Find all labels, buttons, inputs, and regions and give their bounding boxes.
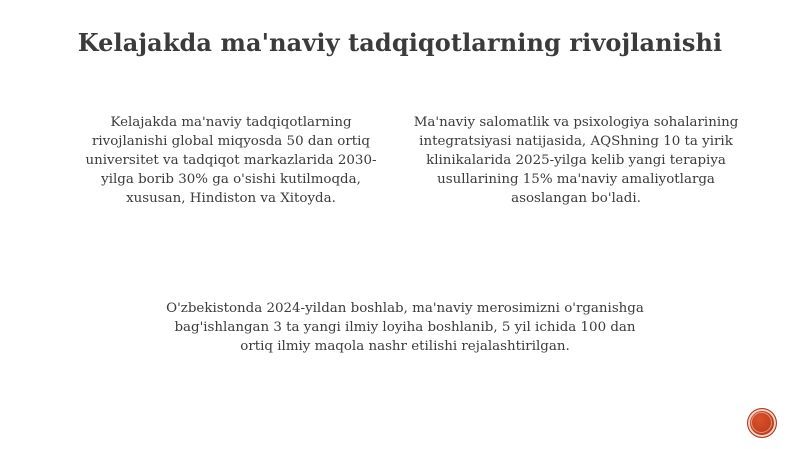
paragraph-line: klinikalarida 2025-yilga kelib yangi terapiya (426, 153, 726, 168)
paragraph-line: Ma'naviy salomatlik va psixologiya sohalarining (413, 115, 739, 130)
paragraph-line: asoslangan bo'ladi. (511, 191, 641, 206)
paragraph-line: ortiq ilmiy maqola nashr etilishi rejalashtirilgan. (240, 339, 570, 354)
paragraph-left (74, 113, 388, 208)
paragraph-line: Kelajakda ma'naviy tadqiqotlarning (110, 115, 352, 130)
paragraph-line: O'zbekistonda 2024-yildan boshlab, ma'naviy merosimizni o'rganishga (166, 301, 644, 316)
paragraph-line: universitet va tadqiqot markazlarida 2030- (85, 153, 377, 168)
paragraph-line: bag'ishlangan 3 ta yangi ilmiy loyiha boshlanib, 5 yil ichida 100 dan (174, 320, 636, 335)
paragraph-bottom (130, 299, 680, 356)
paragraph-line: rivojlanishi global miqyosda 50 dan ortiq (92, 134, 370, 149)
paragraph-line: yilga borib 30% ga o'sishi kutilmoqda, (101, 172, 361, 187)
paragraph-line: integratsiyasi natijasida, AQShning 10 ta yirik (419, 134, 733, 149)
paragraph-right (396, 113, 756, 208)
slide-nav-button[interactable] (747, 408, 777, 438)
paragraph-line: usullarining 15% ma'naviy amaliyotlarga (437, 172, 715, 187)
slide-title: Kelajakda ma'naviy tadqiqotlarning rivojlanishi (77, 28, 723, 57)
circle-nav-icon (751, 412, 772, 433)
paragraph-line: xususan, Hindiston va Xitoyda. (126, 191, 336, 206)
